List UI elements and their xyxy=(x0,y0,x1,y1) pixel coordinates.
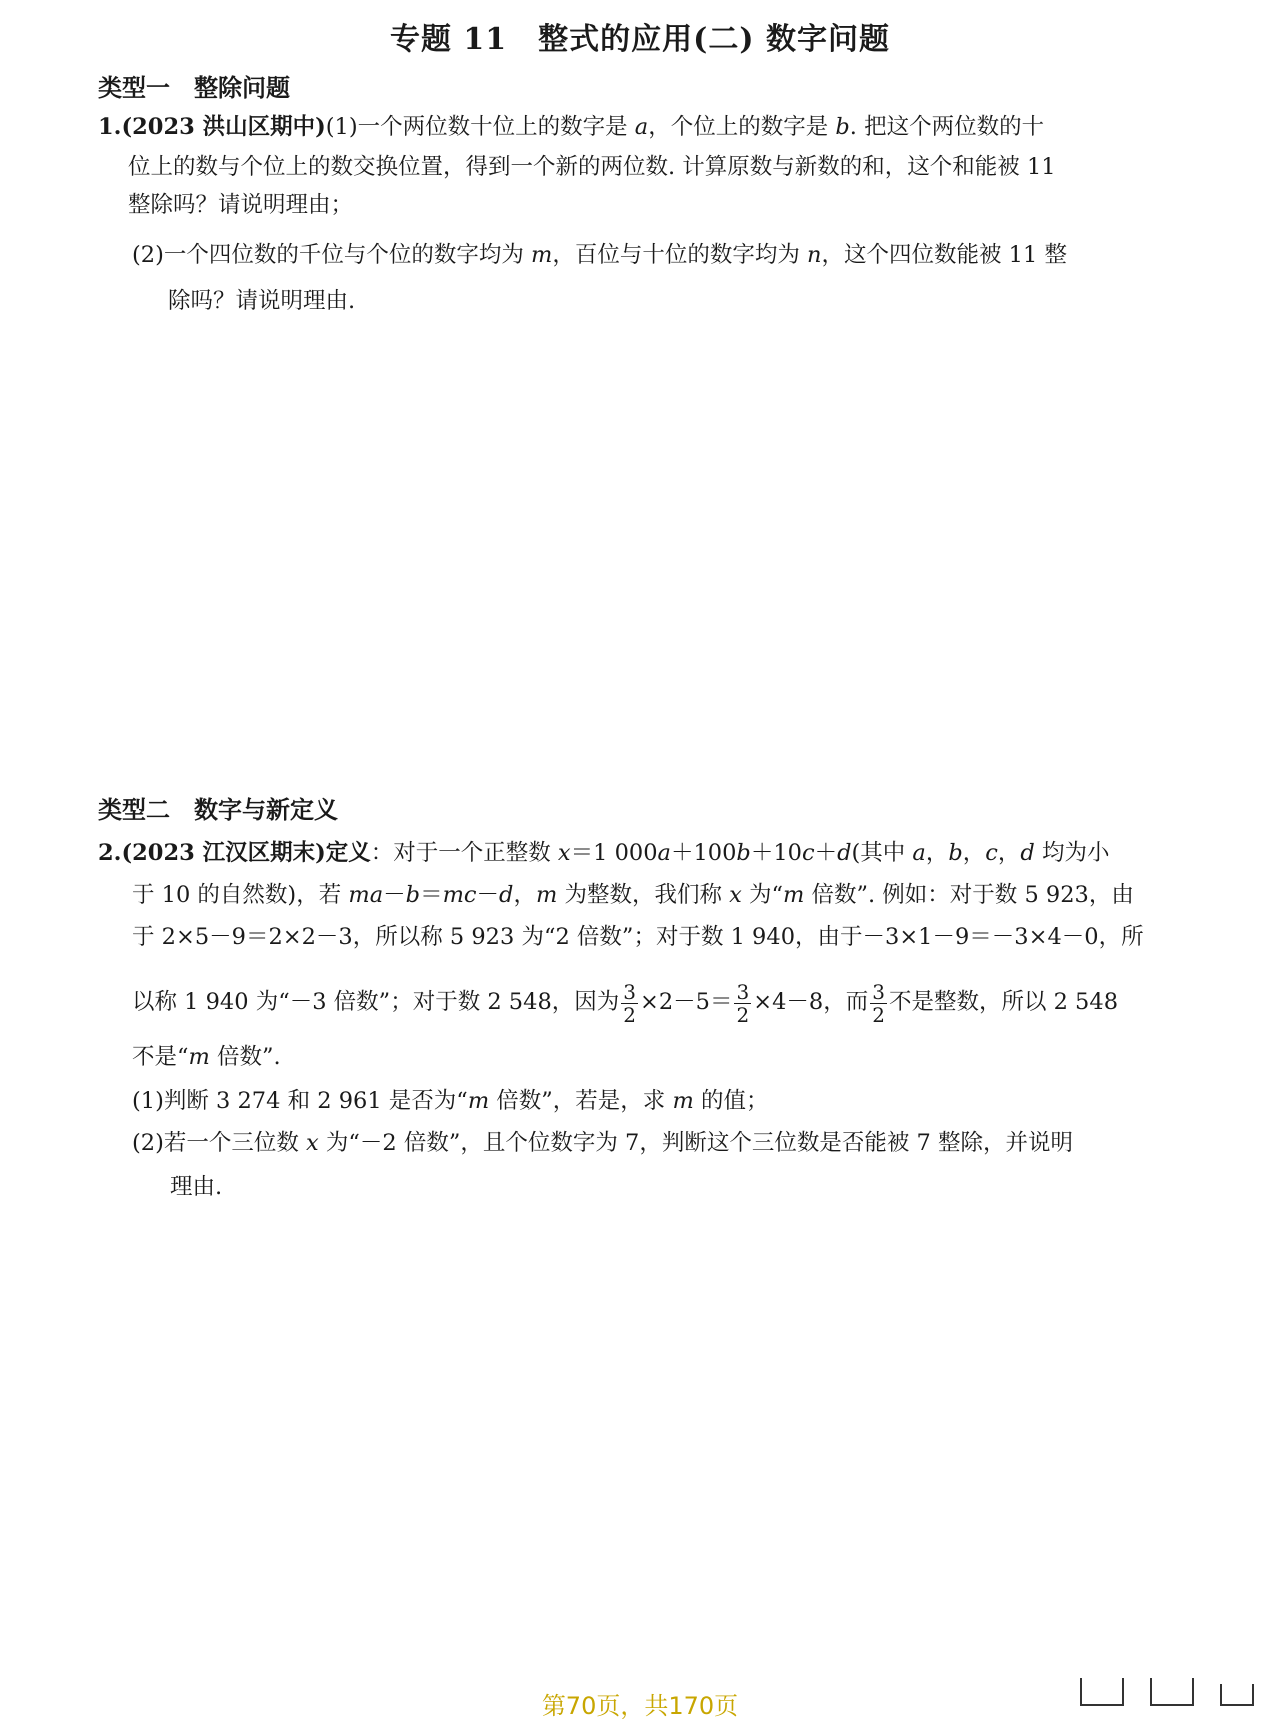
variable: c xyxy=(801,840,815,866)
question-1-line-2: 位上的数与个位上的数交换位置，得到一个新的两位数. 计算原数与新数的和，这个和能被 11 xyxy=(128,154,1056,180)
text: 为“ xyxy=(741,882,783,908)
text: ＋100 xyxy=(670,840,737,866)
text: ×4－8，而 xyxy=(753,989,869,1015)
variable: a xyxy=(369,882,384,908)
fraction-denominator: 2 xyxy=(736,1002,750,1027)
text: 倍数”. 例如：对于数 5 923，由 xyxy=(804,882,1134,908)
text: ＝ xyxy=(420,882,443,908)
text: ：对于一个正整数 xyxy=(370,840,558,866)
question-1-part-2-line-2: 除吗？请说明理由. xyxy=(168,288,356,314)
text: ，个位上的数字是 xyxy=(648,114,836,140)
variable: a xyxy=(657,840,671,866)
question-2-line-3: 于 2×5－9＝2×2－3，所以称 5 923 为“2 倍数”；对于数 1 940，由于－3×1－9＝－3×4－0，所 xyxy=(132,924,1144,950)
question-number: 2. xyxy=(98,840,122,866)
variable: x xyxy=(557,840,571,866)
question-1-part-2-line-1 xyxy=(132,240,1067,270)
variable: d xyxy=(1020,840,1035,866)
text: 于 10 的自然数)，若 xyxy=(132,882,349,908)
page-corner-marks xyxy=(1080,1678,1270,1708)
variable: m xyxy=(535,882,558,908)
text: . 把这个两位数的十 xyxy=(849,114,1045,140)
variable: b xyxy=(405,882,421,908)
text: 不是整数，所以 2 548 xyxy=(888,989,1119,1015)
question-2-part-1 xyxy=(132,1086,768,1116)
variable: m xyxy=(442,882,464,908)
text: (其中 xyxy=(851,840,913,866)
text: 以称 1 940 为“－3 倍数”；对于数 2 548，因为 xyxy=(132,989,620,1015)
section-heading-divisibility: 类型一 整除问题 xyxy=(98,73,290,102)
question-2-part-2-line-1 xyxy=(132,1128,1073,1158)
question-2-line-5 xyxy=(132,1042,281,1072)
question-number: 1. xyxy=(98,114,122,140)
variable: d xyxy=(499,882,514,908)
fraction-denominator: 2 xyxy=(623,1002,636,1027)
page-indicator: 第70页，共170页 xyxy=(541,1692,739,1720)
text: ＝1 000 xyxy=(570,840,658,866)
text: ＋10 xyxy=(750,840,802,866)
fraction-three-halves xyxy=(621,981,638,1026)
variable: b xyxy=(835,114,850,140)
fraction-numerator: 3 xyxy=(872,979,885,1004)
question-2-line-2 xyxy=(132,880,1134,910)
question-2-line-1 xyxy=(98,838,1109,868)
variable: a xyxy=(634,114,649,140)
variable: c xyxy=(985,840,998,866)
question-1-line-3: 整除吗？请说明理由； xyxy=(128,192,354,218)
text: ，百位与十位的数字均为 xyxy=(552,242,808,268)
question-source: (2023 洪山区期中) xyxy=(121,114,326,140)
variable: n xyxy=(807,242,822,268)
variable: m xyxy=(467,1088,490,1114)
text: ×2－5＝ xyxy=(640,989,733,1015)
variable: b xyxy=(736,840,751,866)
text: 不是“ xyxy=(132,1044,189,1070)
variable: a xyxy=(912,840,926,866)
text: (1)判断 3 274 和 2 961 是否为“ xyxy=(132,1088,468,1114)
variable: x xyxy=(729,882,742,908)
text: ， xyxy=(962,840,986,866)
fraction-three-halves xyxy=(734,981,751,1026)
text: － xyxy=(476,882,500,908)
page-title: 专题 11 整式的应用(二) 数字问题 xyxy=(389,22,891,57)
text: 倍数”. xyxy=(209,1044,281,1070)
variable: m xyxy=(672,1088,694,1114)
fraction-numerator: 3 xyxy=(623,979,636,1004)
variable: b xyxy=(948,840,963,866)
question-source: (2023 江汉区期末)定义 xyxy=(121,840,371,866)
text: ＋ xyxy=(814,840,838,866)
question-2-part-2-line-2: 理由. xyxy=(170,1174,223,1200)
text: ， xyxy=(513,882,536,908)
variable: m xyxy=(188,1044,210,1070)
text: － xyxy=(383,882,406,908)
text: ， xyxy=(925,840,949,866)
variable: d xyxy=(837,840,852,866)
text: (2)一个四位数的千位与个位的数字均为 xyxy=(132,242,532,268)
fraction-numerator: 3 xyxy=(736,979,750,1004)
text: 均为小 xyxy=(1034,840,1110,866)
variable: m xyxy=(531,242,553,268)
text: 为“－2 倍数”，且个位数字为 7，判断这个三位数是否能被 7 整除，并说明 xyxy=(318,1130,1073,1156)
variable: x xyxy=(306,1130,319,1156)
question-2-line-4 xyxy=(132,974,1118,1030)
text: (1)一个两位数十位上的数字是 xyxy=(325,114,635,140)
fraction-three-halves xyxy=(870,981,887,1026)
variable: m xyxy=(348,882,370,908)
variable: m xyxy=(782,882,805,908)
text: 的值； xyxy=(693,1088,769,1114)
fraction-denominator: 2 xyxy=(872,1002,885,1027)
text: 为整数，我们称 xyxy=(557,882,730,908)
text: ， xyxy=(997,840,1021,866)
text: 倍数”，若是，求 xyxy=(489,1088,673,1114)
question-1-line-1 xyxy=(98,112,1044,142)
text: ，这个四位数能被 11 整 xyxy=(821,242,1067,268)
section-heading-new-definition: 类型二 数字与新定义 xyxy=(98,795,338,824)
text: (2)若一个三位数 xyxy=(132,1130,307,1156)
variable: c xyxy=(463,882,477,908)
